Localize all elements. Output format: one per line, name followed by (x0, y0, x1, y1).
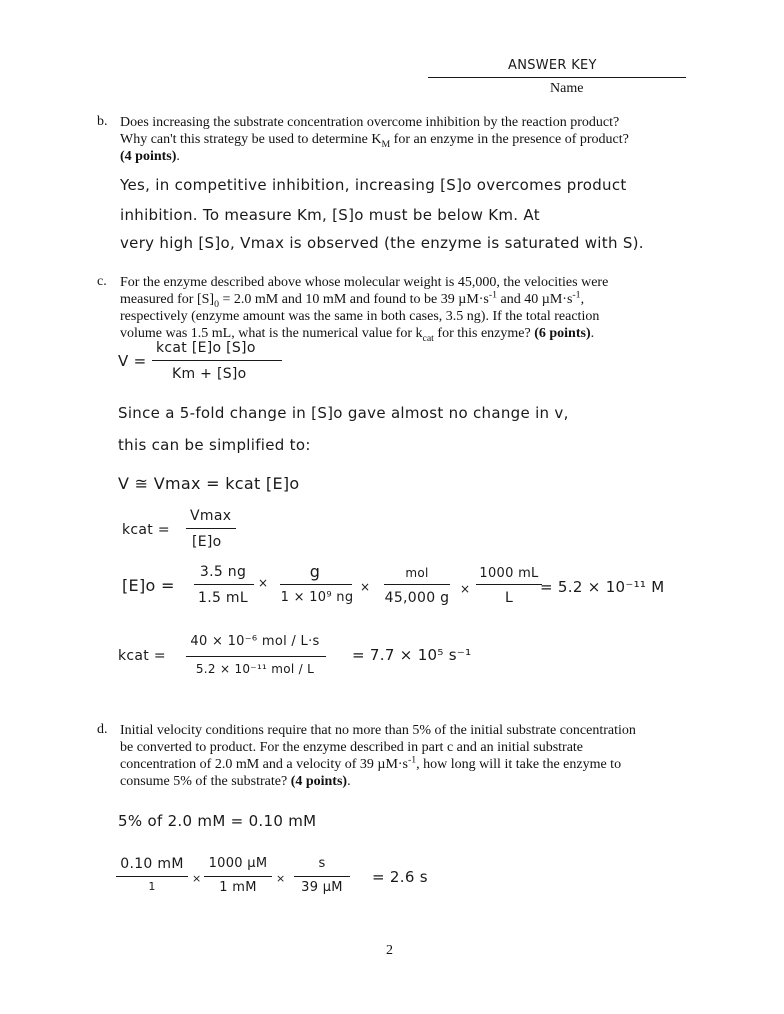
eq-c4-f3-denominator: 45,000 g (384, 590, 450, 606)
eq-c4-times3: × (460, 582, 471, 596)
eq-c4-f2-denominator: 1 × 10⁹ ng (280, 590, 354, 605)
eq-c4-f3-bar (384, 584, 450, 585)
eq-d2-times1: × (192, 872, 202, 885)
eq-c4-lhs: [E]o = (122, 576, 175, 595)
eq-c4-f1-denominator: 1.5 mL (198, 590, 248, 606)
eq-c4-f1-bar (194, 584, 254, 585)
eq-c3-denominator: [E]o (192, 534, 222, 550)
eq-c4-f4-numerator: 1000 mL (479, 566, 539, 581)
question-c-line1: For the enzyme described above whose molecular weight is 45,000, the velocities were (120, 275, 609, 290)
eq-d2-times2: × (276, 872, 286, 885)
question-b-line1: Does increasing the substrate concentration overcome inhibition by the reaction product? (120, 115, 620, 130)
eq-d2-result: = 2.6 s (372, 868, 428, 886)
eq-c4-times2: × (360, 580, 371, 594)
explain-c2: this can be simplified to: (118, 436, 311, 454)
question-c-line2: measured for $[S]_0 = 2.0$ mM and 10 mM and found to be 39 $\mu M\cdot s^{-1}$ and 40 $\mu M\cdot s^{-1}$, (120, 289, 585, 310)
answer-b-line2: inhibition. To measure Km, [S]o must be below Km. At (120, 206, 540, 224)
eq-d2-f2-denominator: 1 mM (219, 880, 257, 895)
eq-c3-fraction-bar (186, 528, 236, 529)
question-d-line1: Initial velocity conditions require that no more than 5% of the initial substrate concentration (120, 723, 636, 738)
eq-c4-f3-numerator: mol (405, 566, 429, 580)
eq-c4-f1-numerator: 3.5 ng (199, 564, 247, 580)
eq-c5-fraction-bar (186, 656, 326, 657)
eq-c1-numerator: kcat [E]o [S]o (156, 340, 256, 356)
answer-key-handwritten: ANSWER KEY (508, 58, 597, 73)
name-label: Name (550, 81, 584, 96)
eq-c1-denominator: Km + [S]o (172, 366, 247, 382)
eq-d2-f3-bar (294, 876, 350, 877)
question-c-label: c. (97, 274, 107, 289)
page-number: 2 (386, 943, 393, 958)
eq-d1: 5% of 2.0 mM = 0.10 mM (118, 812, 317, 830)
answer-b-line1: Yes, in competitive inhibition, increasing [S]o overcomes product (120, 176, 627, 194)
eq-c4-f4-denominator: L (504, 590, 514, 606)
eq-d2-f1-denominator: 1 (148, 880, 156, 893)
question-d-line2: be converted to product. For the enzyme described in part c and an initial substrate (120, 740, 584, 755)
question-c-line3: respectively (enzyme amount was the same in both cases, 3.5 ng). If the total reaction (120, 309, 600, 324)
eq-c3-numerator: Vmax (190, 508, 232, 524)
eq-d2-f3-numerator: s (318, 856, 326, 871)
eq-c4-result: = 5.2 × 10⁻¹¹ M (540, 578, 665, 596)
question-d-line4: consume 5% of the substrate? (4 points). (120, 774, 351, 789)
question-c-line4: volume was 1.5 mL, what is the numerical value for $k_{cat}$ for this enzyme? (6 points). (120, 326, 595, 344)
question-d-label: d. (97, 722, 108, 737)
question-c-text (120, 274, 690, 342)
name-underline (428, 77, 686, 78)
eq-c4-times1: × (258, 576, 269, 590)
eq-d2-f1-numerator: 0.10 mM (120, 856, 184, 872)
question-b-line2: Why can't this strategy be used to determine $K_M$ for an enzyme in the presence of product? (120, 132, 629, 150)
eq-c5-lhs: kcat = (118, 648, 166, 664)
eq-c4-f4-bar (476, 584, 542, 585)
question-b-points: (4 points). (120, 149, 180, 164)
question-b-text (120, 114, 690, 165)
question-d-text (120, 722, 690, 790)
explain-c1: Since a 5-fold change in [S]o gave almost no change in v, (118, 404, 569, 422)
eq-c4-f2-numerator: g (309, 562, 321, 581)
eq-c1-lhs: V = (118, 352, 147, 370)
eq-c5-numerator: 40 × 10⁻⁶ mol / L·s (190, 634, 320, 649)
eq-c1-fraction-bar (152, 360, 282, 361)
answer-b-line3: very high [S]o, Vmax is observed (the enzyme is saturated with S). (120, 234, 644, 252)
eq-c2: V ≅ Vmax = kcat [E]o (118, 474, 300, 493)
eq-c3-lhs: kcat = (122, 522, 170, 538)
eq-d2-f3-denominator: 39 µM (301, 880, 343, 895)
question-d-line3: concentration of 2.0 mM and a velocity of 39 $\mu M\cdot s^{-1}$, how long will it take the enzyme to (120, 754, 622, 772)
eq-c5-result: = 7.7 × 10⁵ s⁻¹ (352, 646, 472, 664)
eq-d2-f2-bar (204, 876, 272, 877)
eq-d2-f2-numerator: 1000 µM (208, 856, 268, 871)
eq-d2-f1-bar (116, 876, 188, 877)
question-b-label: b. (97, 114, 108, 129)
eq-c4-f2-bar (280, 584, 352, 585)
eq-c5-denominator: 5.2 × 10⁻¹¹ mol / L (195, 662, 315, 676)
